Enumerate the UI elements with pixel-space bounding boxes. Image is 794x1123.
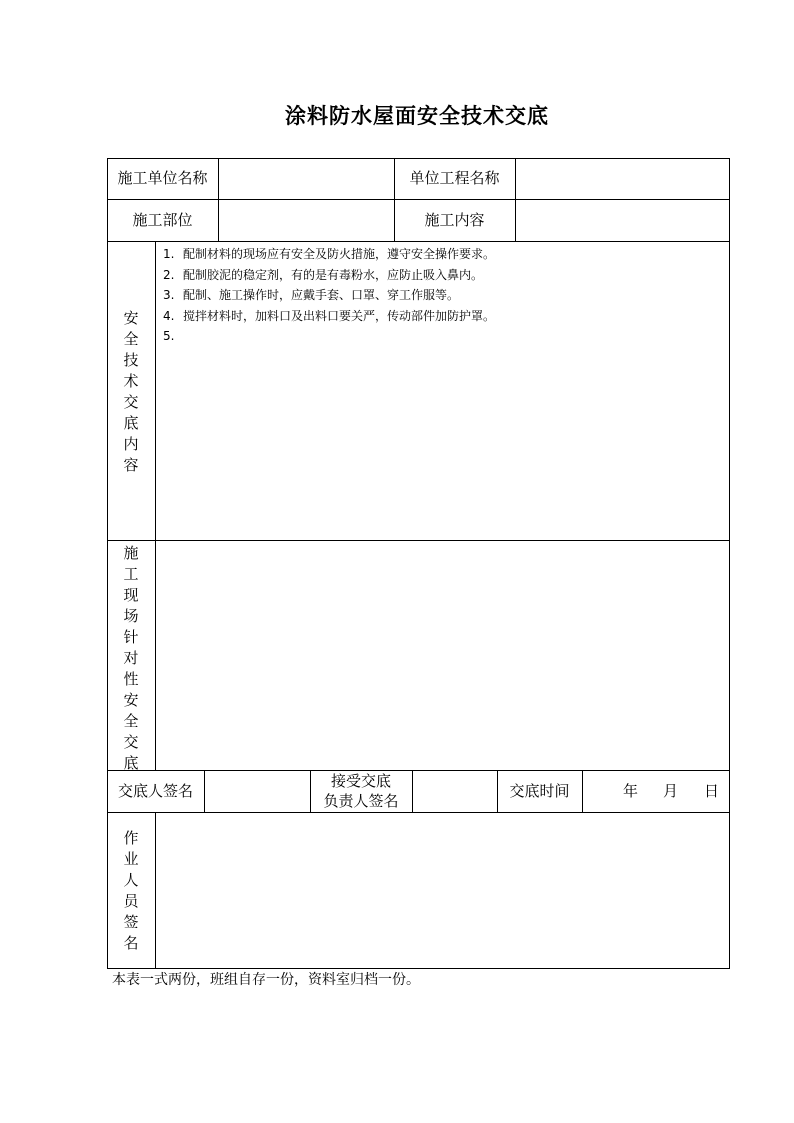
unit-name-field[interactable]: [219, 159, 394, 199]
construction-content-field[interactable]: [516, 200, 729, 241]
list-item: 5.: [163, 329, 175, 343]
list-item: 2. 配制胶泥的稳定剂，有的是有毒粉水，应防止吸入鼻内。: [163, 267, 484, 282]
discloser-signature-label: 交底人签名: [117, 782, 193, 800]
list-item: 3. 配制、施工操作时，应戴手套、口罩、穿工作服等。: [163, 288, 460, 302]
construction-part-label: 施工部位: [132, 211, 193, 229]
site-disclosure-field[interactable]: [156, 541, 729, 770]
disclosure-date-field[interactable]: [583, 771, 729, 812]
site-disclosure-label: 施工现场针对性安全交底: [123, 544, 139, 772]
workers-signature-label: 作业人员签名: [123, 829, 139, 952]
unit-name-label: 施工单位名称: [117, 169, 208, 187]
receiver-signature-field[interactable]: [413, 771, 497, 812]
construction-part-field[interactable]: [219, 200, 394, 241]
document-title: 涂料防水屋面安全技术交底: [285, 103, 549, 128]
row-divider: [107, 241, 730, 242]
discloser-signature-field[interactable]: [205, 771, 310, 812]
safety-disclosure-label: 安全技术交底内容: [123, 309, 139, 474]
day-label: 日: [704, 782, 720, 800]
footnote: 本表一式两份，班组自存一份，资料室归档一份。: [112, 972, 420, 988]
project-name-label: 单位工程名称: [409, 169, 500, 187]
construction-content-label: 施工内容: [424, 211, 485, 229]
year-label: 年: [623, 782, 639, 800]
disclosure-time-label: 交底时间: [509, 782, 570, 800]
list-item: 4. 搅拌材料时，加料口及出料口要关严，传动部件加防护罩。: [163, 308, 496, 323]
workers-signature-field[interactable]: [156, 813, 729, 968]
project-name-field[interactable]: [516, 159, 729, 199]
list-item: 1. 配制材料的现场应有安全及防火措施，遵守安全操作要求。: [163, 247, 496, 261]
receiver-signature-label: 接受交底 负责人签名: [323, 772, 399, 810]
month-label: 月: [663, 782, 679, 800]
safety-items-list: [163, 244, 495, 347]
